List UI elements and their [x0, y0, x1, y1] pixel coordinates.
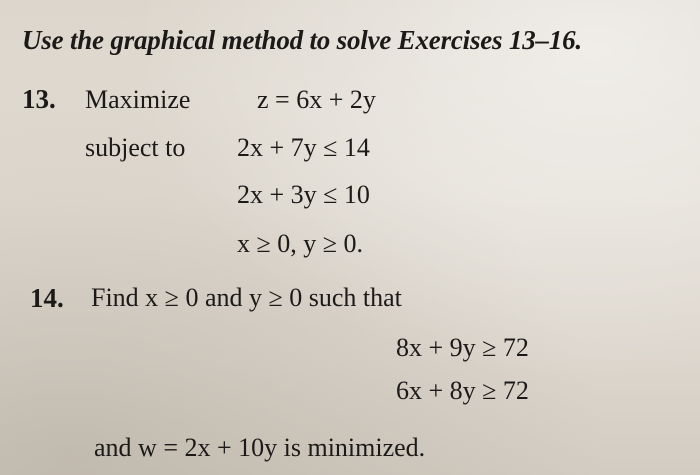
constraint-1: 8x + 9y ≥ 72: [396, 333, 529, 362]
exercise-14-objective: and w = 2x + 10y is minimized.: [94, 433, 426, 462]
section-heading: Use the graphical method to solve Exercises 13–16.: [22, 25, 582, 55]
subject-to-label: subject to: [85, 133, 186, 162]
constraint-2: 6x + 8y ≥ 72: [396, 376, 529, 405]
constraint-2: 2x + 3y ≤ 10: [237, 180, 370, 209]
maximize-label: Maximize: [85, 85, 191, 114]
constraint-1: 2x + 7y ≤ 14: [237, 133, 370, 162]
exercise-14-number: 14.: [30, 283, 64, 313]
nonnegativity-constraint: x ≥ 0, y ≥ 0.: [237, 229, 364, 258]
exercise-14-intro: Find x ≥ 0 and y ≥ 0 such that: [91, 283, 402, 312]
exercise-13-number: 13.: [22, 84, 56, 114]
objective-function: z = 6x + 2y: [257, 85, 376, 114]
